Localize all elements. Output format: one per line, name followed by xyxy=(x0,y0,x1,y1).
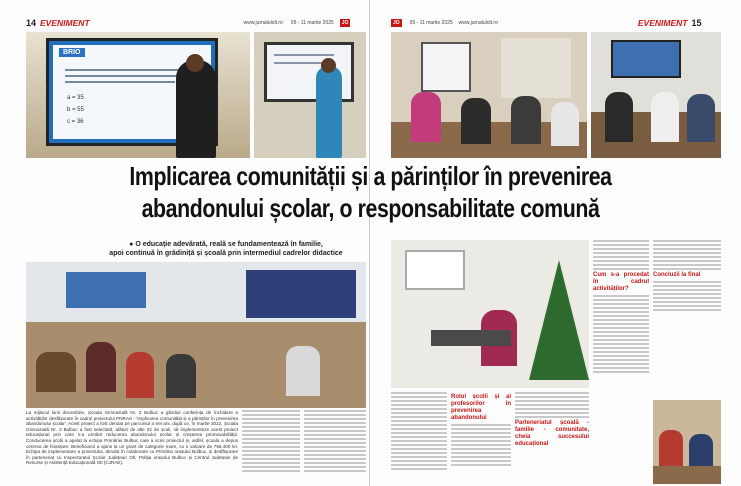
website: www.jurnalulolt.ro xyxy=(243,20,283,26)
newspaper-logo: JO xyxy=(341,20,349,26)
subhead-how: Cum s-a procedat în cadrul activităților? xyxy=(593,272,649,292)
classroom-board-photo xyxy=(26,32,250,158)
right-page xyxy=(371,0,741,486)
subhead-role: Rolul școlii și al profesorilor în prevenirea abandonului xyxy=(451,394,511,421)
issue-date: 05 - 11 martie 2025 xyxy=(290,20,334,26)
section-label: EVENIMENT xyxy=(40,18,90,28)
quiz-option-c: c = 36 xyxy=(67,119,84,125)
brio-logo: BRIO xyxy=(59,48,85,57)
left-page-header xyxy=(26,16,366,30)
presentation-photo xyxy=(391,240,589,388)
student-head xyxy=(186,54,204,72)
article-column-2 xyxy=(304,410,366,484)
students-small-photo xyxy=(653,400,721,484)
article-column-4 xyxy=(451,392,511,484)
classroom-students-photo xyxy=(391,32,587,158)
quiz-option-b: b = 55 xyxy=(67,107,84,113)
newspaper-logo-right: JO xyxy=(393,20,400,26)
section-label-right: EVENIMENT xyxy=(637,18,688,28)
article-column-5 xyxy=(515,392,589,484)
issue-date-right: 05 - 11 martie 2025 xyxy=(409,20,453,26)
student-at-board-photo xyxy=(254,32,366,158)
page-number: 14 xyxy=(26,18,37,28)
subhead-conclusion: Concluzii la final xyxy=(653,272,701,278)
article-column-1 xyxy=(242,410,300,484)
student-silhouette xyxy=(176,60,216,158)
left-page xyxy=(0,0,370,486)
computer-lab-photo xyxy=(591,32,721,158)
quiz-option-a: a = 35 xyxy=(67,95,84,101)
right-page-header xyxy=(391,16,736,30)
christmas-tree xyxy=(529,260,589,380)
article-headline: Implicarea comunității și a părinților în prevenirea abandonului școlar, o responsabilitate comună xyxy=(129,161,612,223)
intro-paragraph: La mijlocul lunii decembrie, Școala Gimnazială Nr. 3 Bulbuc a găzduit conferința de închidere a activităților desfășurate în cadrul proiectului PNRAS - 'Implicarea comunității și a părinților în prevenirea abandonului școlar'. Acest proiect a fost derulat pe parcursul a trei ani, după ce, în martie 2022, Școala Gimnazială Nr. 3 Bulbuc a fost selectată, alături de alte 22 de școli, să implementeze acest proiect educațional prin care s-a urmărit reducerea abandonului școlar și creșterea promovabilității. Conducerea școlii a apelat la echipa Primăriei Bulbuc care a scris proiectul și, astfel, școala a depus cererea de finanțare. Beneficiarul a ajuns la un grant de categorie mare, cu o valoare de 756.400 lei. Echipa de implementare a proiectului, derulat în colaborare cu Primăria orașului Bulbuc, și desfășurare în parteneriat cu Inspectoratul Școlar Județean Olt, Poliția orașului Bulbuc și Centrul Județean de Resurse și Asistență Educațională Olt (CJRAE). xyxy=(26,410,238,466)
article-column-3 xyxy=(391,392,447,484)
gym-conference-photo xyxy=(26,262,366,408)
article-column-6 xyxy=(593,240,649,484)
website-right: www.jurnalulolt.ro xyxy=(458,20,498,26)
page-number-right: 15 xyxy=(691,18,702,28)
subhead-partnership: Parteneriatul școală - familie - comunitate, cheia succesului educațional xyxy=(515,420,589,447)
article-column-7 xyxy=(653,240,721,370)
photo-caption: ● O educație adevărată, reală se fundamentează în familie, apoi continuă în grădiniță și școală prin intermediul cadrelor didactice xyxy=(109,241,343,257)
